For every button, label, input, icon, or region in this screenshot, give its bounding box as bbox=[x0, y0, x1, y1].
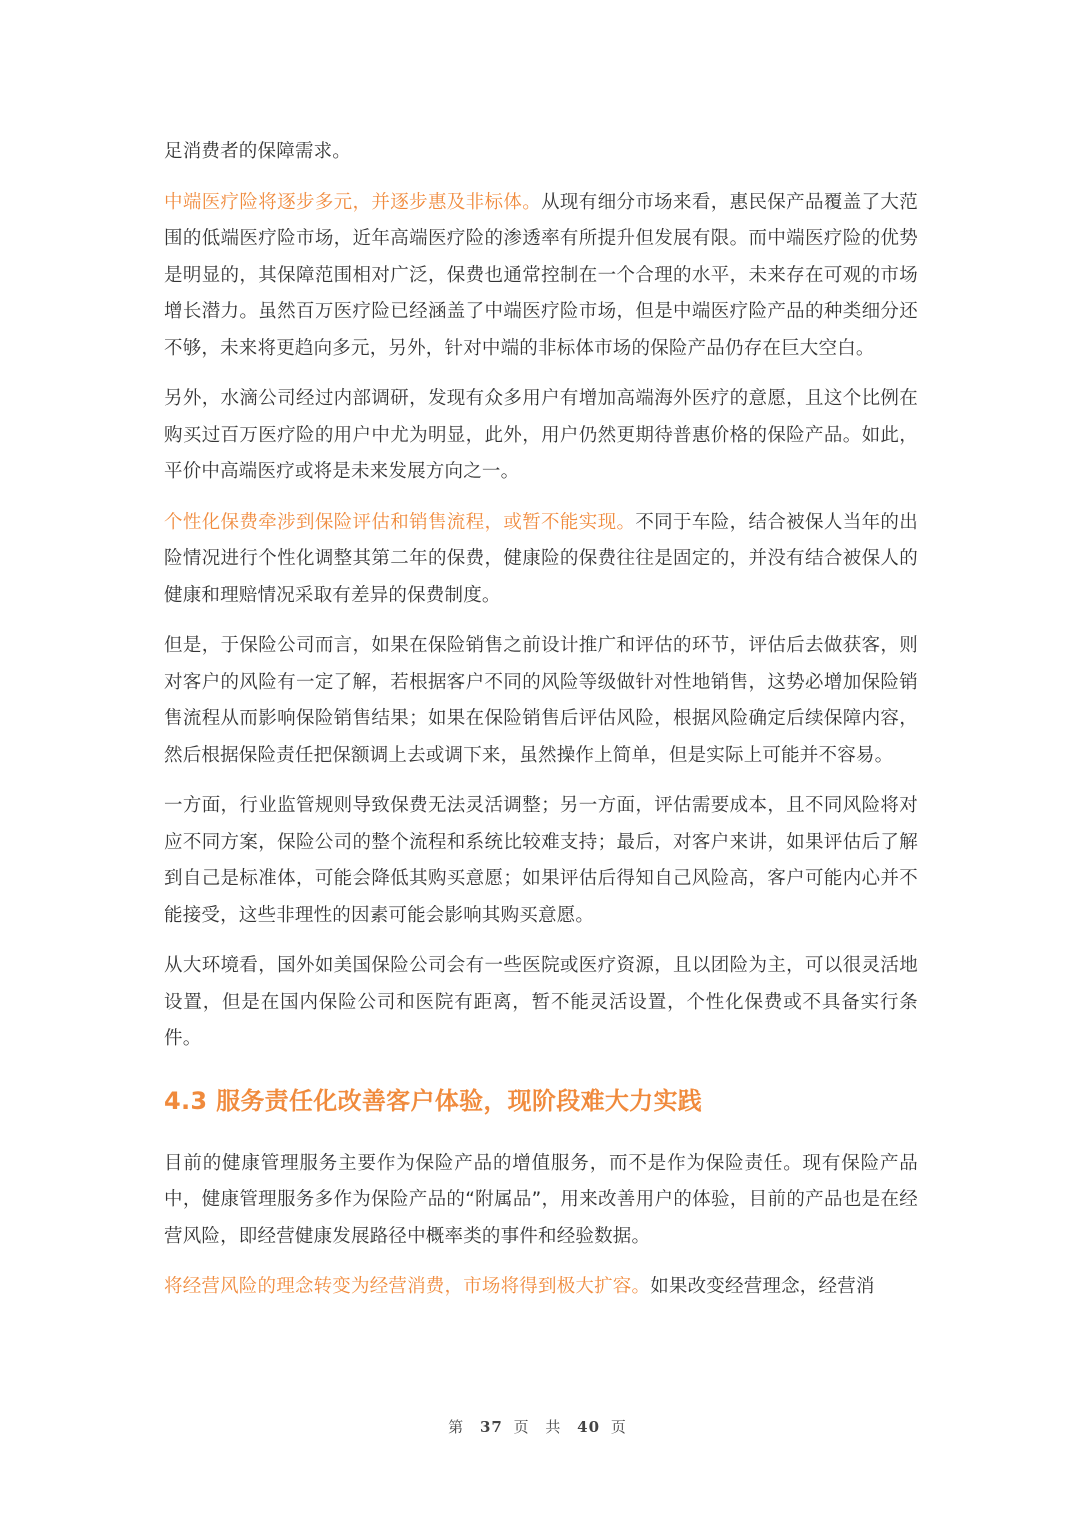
paragraph-9 bbox=[164, 1269, 918, 1306]
paragraph-6-text: 一方面，行业监管规则导致保费无法灵活调整；另一方面，评估需要成本，且不同风险将对应不同方案，保险公司的整个流程和系统比较难支持；最后，对客户来讲，如果评估后了解到自己是标准体，可能会降低其购买意愿；如果评估后得知自己风险高，客户可能内心并不能接受，这些非理性的因素可能会影响其购买意愿。 bbox=[164, 795, 918, 926]
footer-prefix: 第 bbox=[448, 1418, 470, 1436]
paragraph-6 bbox=[164, 788, 918, 934]
paragraph-7-text: 从大环境看，国外如美国保险公司会有一些医院或医疗资源，且以团险为主，可以很灵活地设置，但是在国内保险公司和医院有距离，暂不能灵活设置，个性化保费或不具备实行条件。 bbox=[164, 955, 918, 1049]
paragraph-1-text: 足消费者的保障需求。 bbox=[164, 141, 352, 162]
paragraph-5 bbox=[164, 628, 918, 774]
paragraph-4-text: 不同于车险，结合被保人当年的出险情况进行个性化调整其第二年的保费，健康险的保费往往是固定的，并没有结合被保人的健康和理赔情况采取有差异的保费制度。 bbox=[164, 511, 918, 606]
paragraph-9-highlight: 将经营风险的理念转变为经营消费，市场将得到极大扩容。 bbox=[164, 1276, 651, 1297]
section-heading: 4.3 服务责任化改善客户体验，现阶段难大力实践 bbox=[164, 1086, 703, 1115]
paragraph-2-highlight: 中端医疗险将逐步多元，并逐步惠及非标体。 bbox=[164, 191, 542, 213]
paragraph-4 bbox=[164, 505, 918, 615]
paragraph-7 bbox=[164, 948, 918, 1058]
footer-current-page: 37 bbox=[479, 1418, 503, 1436]
paragraph-3-text: 另外，水滴公司经过内部调研，发现有众多用户有增加高端海外医疗的意愿，且这个比例在购买过百万医疗险的用户中尤为明显，此外，用户仍然更期待普惠价格的保险产品。如此，平价中高端医疗或将是未来发展方向之一。 bbox=[164, 388, 918, 482]
paragraph-9-text: 如果改变经营理念，经营消 bbox=[650, 1276, 875, 1297]
paragraph-1 bbox=[164, 134, 918, 171]
paragraph-4-highlight: 个性化保费牵涉到保险评估和销售流程，或暂不能实现。 bbox=[164, 511, 636, 533]
page-footer bbox=[0, 1416, 1080, 1437]
paragraph-2-text: 从现有细分市场来看，惠民保产品覆盖了大范围的低端医疗险市场，近年高端医疗险的渗透率有所提升但发展有限。而中端医疗险的优势是明显的，其保障范围相对广泛，保费也通常控制在一个合理的水平，未来存在可观的市场增长潜力。虽然百万医疗险已经涵盖了中端医疗险市场，但是中端医疗险产品的种类细分还不够，未来将更趋向多元，另外，针对中端的非标体市场的保险产品仍存在巨大空白。 bbox=[164, 191, 918, 359]
footer-middle: 页 共 bbox=[513, 1418, 567, 1436]
paragraph-8 bbox=[164, 1146, 918, 1256]
footer-suffix: 页 bbox=[610, 1418, 632, 1436]
paragraph-2 bbox=[164, 185, 918, 368]
paragraph-5-text: 但是，于保险公司而言，如果在保险销售之前设计推广和评估的环节，评估后去做获客，则对客户的风险有一定了解，若根据客户不同的风险等级做针对性地销售，这势必增加保险销售流程从而影响保险销售结果；如果在保险销售后评估风险，根据风险确定后续保障内容，然后根据保险责任把保额调上去或调下来，虽然操作上简单，但是实际上可能并不容易。 bbox=[164, 635, 918, 766]
footer-total-pages: 40 bbox=[577, 1418, 601, 1436]
page-content bbox=[164, 134, 918, 1320]
paragraph-3 bbox=[164, 381, 918, 491]
paragraph-8-text: 目前的健康管理服务主要作为保险产品的增值服务，而不是作为保险责任。现有保险产品中，健康管理服务多作为保险产品的“附属品”，用来改善用户的体验，目前的产品也是在经营风险，即经营健康发展路径中概率类的事件和经验数据。 bbox=[164, 1152, 918, 1247]
